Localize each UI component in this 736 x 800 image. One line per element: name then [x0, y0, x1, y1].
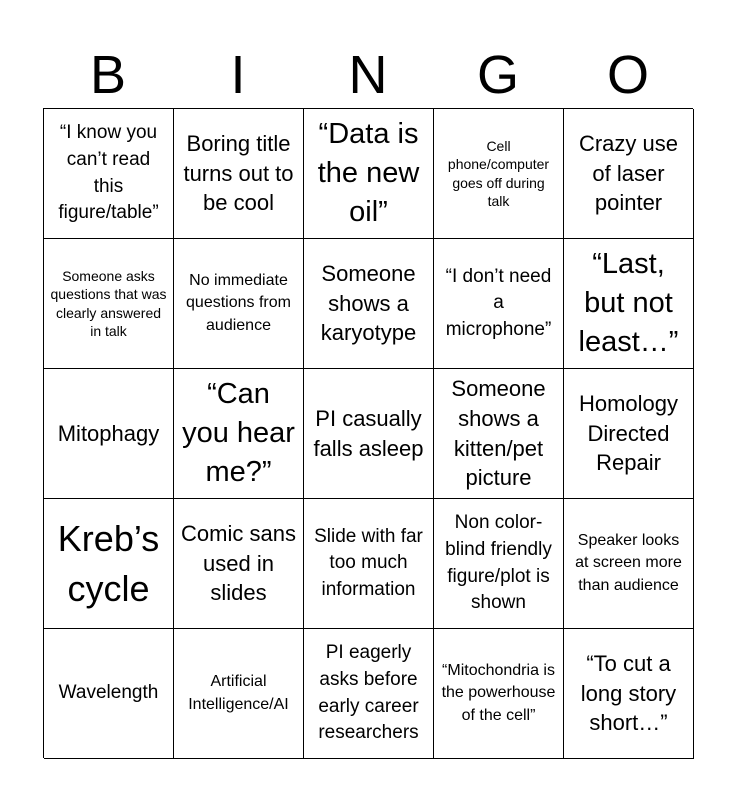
- bingo-cell[interactable]: [44, 239, 174, 369]
- bingo-cell-text: PI eagerly asks before early career researchers: [318, 642, 419, 744]
- bingo-cell-text: “To cut a long story short…”: [580, 650, 677, 736]
- bingo-cell-text: Non color-blind friendly figure/plot is shown: [445, 512, 552, 614]
- bingo-cell-text: Boring title turns out to be cool: [183, 130, 294, 216]
- header-letter-b: B: [89, 45, 127, 105]
- bingo-header: [43, 44, 693, 106]
- bingo-cell[interactable]: [564, 369, 694, 499]
- bingo-cell-text: Crazy use of laser pointer: [578, 130, 679, 216]
- bingo-cell[interactable]: [44, 369, 174, 499]
- bingo-cell[interactable]: [174, 629, 304, 759]
- bingo-cell[interactable]: [304, 629, 434, 759]
- header-letter-g: G: [476, 45, 519, 105]
- bingo-cell[interactable]: [174, 239, 304, 369]
- bingo-cell-text: Someone shows a kitten/pet picture: [451, 376, 546, 491]
- bingo-cell-text: “Last, but not least…”: [578, 247, 679, 359]
- bingo-cell-text: “I know you can’t read this figure/table”: [58, 122, 159, 224]
- bingo-cell[interactable]: [304, 499, 434, 629]
- bingo-cell[interactable]: [564, 109, 694, 239]
- bingo-cell-text: Wavelength: [58, 682, 159, 704]
- bingo-cell[interactable]: [564, 239, 694, 369]
- bingo-cell-text: “Data is the new oil”: [317, 117, 420, 229]
- bingo-cell[interactable]: [434, 629, 564, 759]
- bingo-cell-text: Kreb’s cycle: [57, 517, 160, 609]
- bingo-cell[interactable]: [434, 369, 564, 499]
- header-letter-n: N: [348, 45, 388, 105]
- bingo-cell-text: Mitophagy: [57, 420, 160, 446]
- bingo-cell[interactable]: [304, 369, 434, 499]
- bingo-cell-text: Homology Directed Repair: [578, 390, 679, 476]
- bingo-cell-text: “Can you hear me?”: [182, 377, 295, 489]
- bingo-cell[interactable]: [304, 109, 434, 239]
- bingo-cell-text: Someone shows a karyotype: [320, 260, 417, 346]
- bingo-cell-text: Someone asks questions that was clearly answered in talk: [50, 268, 167, 339]
- bingo-cell[interactable]: [434, 109, 564, 239]
- bingo-cell[interactable]: [564, 499, 694, 629]
- bingo-cell-text: Speaker looks at screen more than audience: [575, 531, 682, 594]
- bingo-cell-text: PI casually falls asleep: [313, 405, 424, 461]
- bingo-cell[interactable]: [434, 499, 564, 629]
- bingo-cell[interactable]: [174, 109, 304, 239]
- bingo-cell[interactable]: [174, 499, 304, 629]
- bingo-cell[interactable]: [434, 239, 564, 369]
- bingo-cell-text: “I don’t need a microphone”: [445, 265, 552, 340]
- bingo-cell[interactable]: [44, 109, 174, 239]
- bingo-cell[interactable]: [174, 369, 304, 499]
- bingo-cell-text: Cell phone/computer goes off during talk: [447, 138, 550, 209]
- bingo-cell-text: “Mitochondria is the powerhouse of the cell”: [441, 661, 556, 724]
- bingo-cell-text: Comic sans used in slides: [181, 520, 296, 606]
- header-letter-o: O: [606, 45, 649, 105]
- bingo-cell[interactable]: [564, 629, 694, 759]
- bingo-cell[interactable]: [44, 629, 174, 759]
- bingo-board: [43, 108, 693, 758]
- bingo-cell-text: Artificial Intelligence/AI: [188, 673, 289, 713]
- bingo-cell-text: Slide with far too much information: [314, 525, 423, 600]
- header-letter-i: I: [230, 45, 246, 105]
- bingo-cell[interactable]: [44, 499, 174, 629]
- bingo-cell-text: No immediate questions from audience: [186, 271, 291, 334]
- bingo-cell[interactable]: [304, 239, 434, 369]
